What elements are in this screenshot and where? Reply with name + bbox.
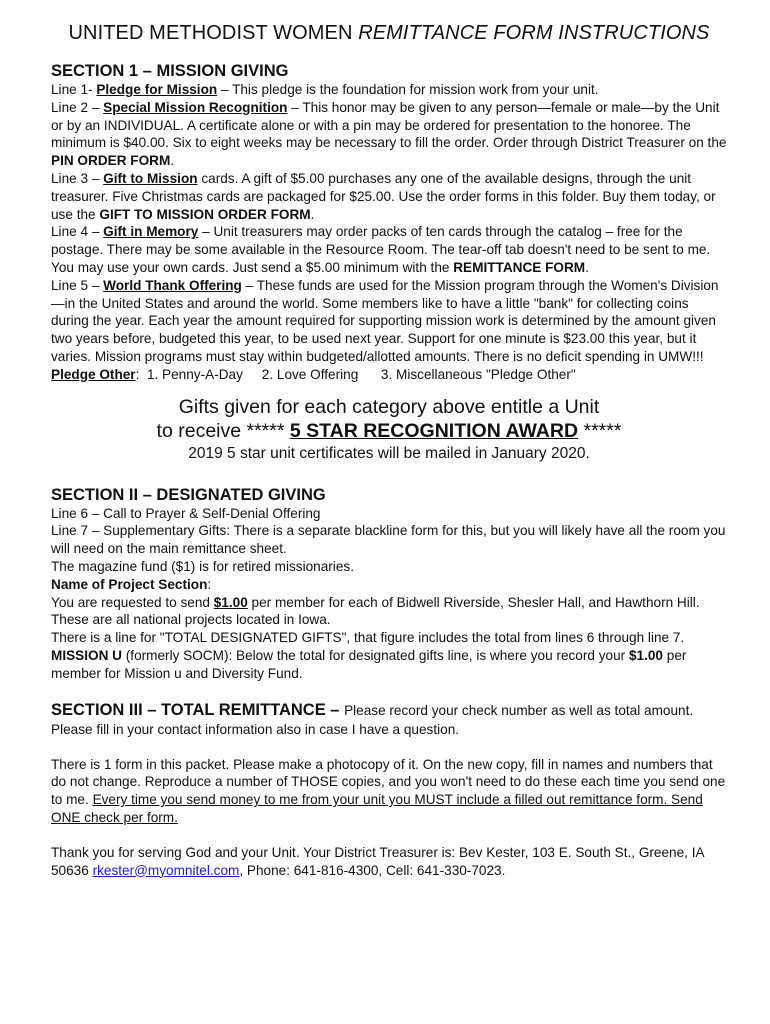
- line5-paragraph: Line 5 – World Thank Offering – These funds are used for the Mission program through the Women's Division—in the United States and around the world. Some members like to have a little "bank" for collecting coins during the year. Each year the amount required for supporting mission work is determined by the amount given two years before, budgeted this year, to be used next year. Support for one minute is $23.00 this year, but it varies. Mission programs must stay within budgeted/allotted amounts. There is no deficit spending in UMW!!!: [51, 277, 719, 364]
- section3-paragraph: SECTION III – TOTAL REMITTANCE – Please record your check number as well as total amount. Please fill in your contact information also in case I have a question.: [51, 700, 694, 737]
- packet-paragraph: There is 1 form in this packet. Please make a photocopy of it. On the new copy, fill in names and numbers that do not change. Reproduce a number of THOSE copies, and you won't need to do these each time you send one to me. Every time you send money to me from your unit you MUST include a filled out remittance form. Send ONE check per form.: [51, 756, 726, 825]
- section3-heading: SECTION III – TOTAL REMITTANCE –: [51, 700, 345, 719]
- mission-u-paragraph: MISSION U (formerly SOCM): Below the total for designated gifts line, is where you record your $1.00 per member for Mission u and Diversity Fund.: [51, 647, 687, 681]
- award-line-2: to receive ***** 5 STAR RECOGNITION AWARD *****: [156, 419, 622, 442]
- line6-paragraph: Line 6 – Call to Prayer & Self-Denial Offering: [51, 505, 321, 521]
- total-designated-paragraph: There is a line for "TOTAL DESIGNATED GIFTS", that figure includes the total from lines 6 through line 7.: [51, 630, 685, 646]
- section2-heading: SECTION II – DESIGNATED GIVING: [51, 485, 326, 504]
- thanks-paragraph: Thank you for serving God and your Unit. Your District Treasurer is: Bev Kester, 103 E. South St., Greene, IA 50636 rkester@myomnitel.com, Phone: 641-816-4300, Cell: 641-330-7023.: [51, 844, 704, 878]
- section1-heading: SECTION 1 – MISSION GIVING: [51, 62, 289, 80]
- line2-paragraph: Line 2 – Special Mission Recognition – This honor may be given to any person—female or male—by the Unit or by an INDIVIDUAL. A certificate alone or with a pin may be ordered for presentation to the honoree. The minimum is $40.00. Six to eight weeks may be necessary to fill the order. Order through District Treasurer on the PIN ORDER FORM.: [51, 99, 727, 169]
- project-request-paragraph: You are requested to send $1.00 per member for each of Bidwell Riverside, Shesler Hall, and Hawthorn Hill. These are all national projects located in Iowa.: [51, 594, 700, 628]
- project-section-label: Name of Project Section:: [51, 576, 212, 592]
- line1-paragraph: Line 1- Pledge for Mission – This pledge is the foundation for mission work from your unit.: [51, 82, 599, 97]
- remittance-instructions-page: [51, 22, 727, 879]
- magazine-paragraph: The magazine fund ($1) is for retired missionaries.: [51, 558, 354, 574]
- pledge-other-line: Pledge Other: 1. Penny-A-Day 2. Love Offering 3. Miscellaneous "Pledge Other": [51, 366, 576, 382]
- page-title: UNITED METHODIST WOMEN REMITTANCE FORM INSTRUCTIONS: [68, 22, 710, 44]
- line7-paragraph: Line 7 – Supplementary Gifts: There is a separate blackline form for this, but you will likely have all the room you will need on the main remittance sheet.: [51, 523, 726, 557]
- award-line-1: Gifts given for each category above entitle a Unit: [178, 395, 600, 418]
- line3-paragraph: Line 3 – Gift to Mission cards. A gift of $5.00 purchases any one of the available designs, through the unit treasurer. Five Christmas cards are packaged for $25.00. Use the order forms in this folder. Buy them today, or use the GIFT TO MISSION ORDER FORM.: [51, 170, 716, 222]
- star-award-callout: [51, 395, 727, 465]
- line4-paragraph: Line 4 – Gift in Memory – Unit treasurers may order packs of ten cards through the catalog – free for the postage. There may be some available in the Resource Room. The tear-off tab doesn't need to be sent to me. You may use your own cards. Just send a $5.00 minimum with the REMITTANCE FORM.: [51, 224, 711, 275]
- treasurer-email-link[interactable]: rkester@myomnitel.com: [92, 862, 240, 878]
- award-line-3: 2019 5 star unit certificates will be mailed in January 2020.: [188, 444, 590, 462]
